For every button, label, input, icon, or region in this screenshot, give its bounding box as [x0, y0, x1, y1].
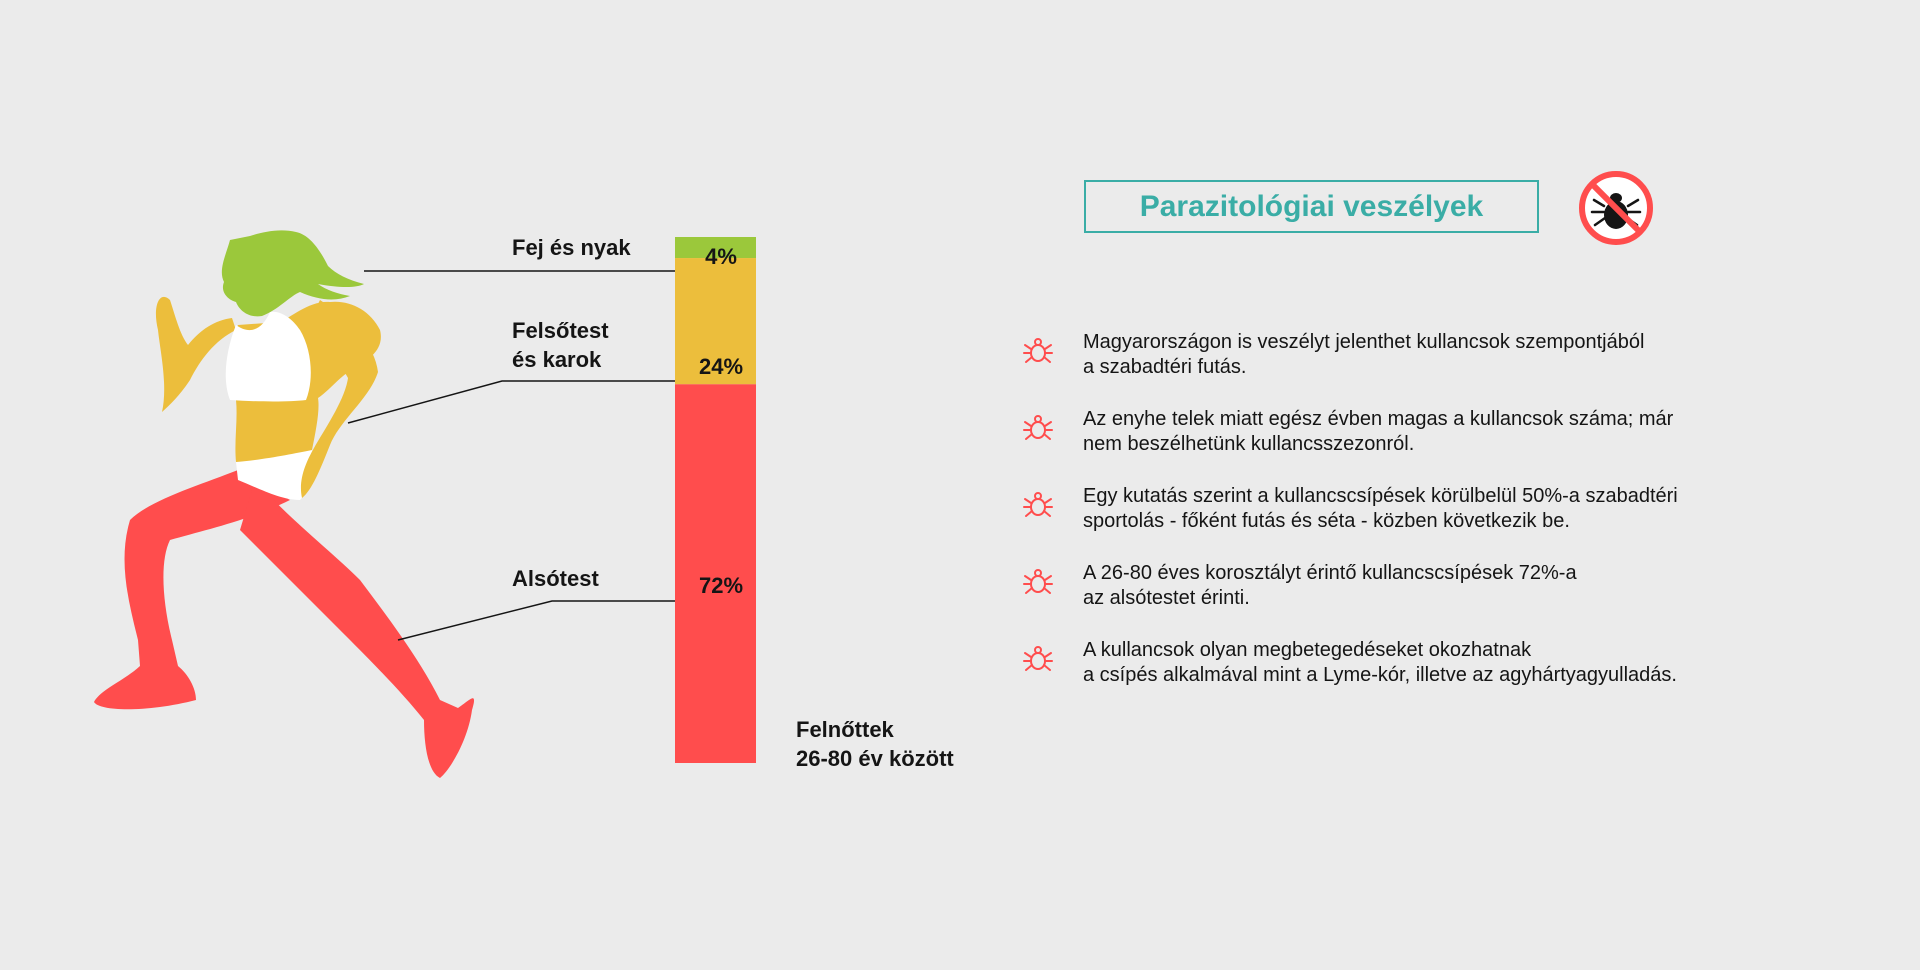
list-item: [1022, 330, 1842, 407]
runner-silhouette: [94, 230, 474, 778]
list-item: [1022, 484, 1842, 561]
bullet-text: Magyarországon is veszélyt jelenthet kullancsok szempontjából a szabadtéri futás.: [1083, 331, 1645, 378]
data-label-lower: 72%: [698, 573, 744, 598]
tick-icon: [1022, 334, 1054, 366]
panel-title-box: [1084, 180, 1539, 233]
segment-label-lower: Alsótest: [512, 566, 599, 591]
bullet-text: Egy kutatás szerint a kullancscsípések körülbelül 50%-a szabadtéri sportolás - főként futás és séta - közben következik be.: [1083, 485, 1678, 532]
category-label: Felnőttek 26-80 év között: [796, 717, 954, 771]
tick-icon: [1022, 642, 1054, 674]
tick-icon: [1022, 488, 1054, 520]
data-label-upper: 24%: [698, 354, 744, 379]
bullet-list: [1022, 330, 1842, 715]
list-item: [1022, 561, 1842, 638]
panel-title: Parazitológiai veszélyek: [1139, 189, 1484, 223]
bullet-text: A 26-80 éves korosztályt érintő kullancscsípések 72%-a az alsótestet érinti.: [1083, 562, 1577, 609]
list-item: [1022, 407, 1842, 484]
list-item: [1022, 638, 1842, 715]
bullet-text: A kullancsok olyan megbetegedéseket okozhatnak a csípés alkalmával mint a Lyme-kór, illetve az agyhártyagyulladás.: [1083, 639, 1677, 686]
segment-label-head: Fej és nyak: [512, 235, 631, 260]
bullet-text: Az enyhe telek miatt egész évben magas a kullancsok száma; már nem beszélhetünk kullancsszezonról.: [1083, 408, 1674, 455]
segment-label-upper: Felsőtest és karok: [512, 318, 609, 372]
no-tick-icon: [1578, 170, 1654, 246]
data-label-head: 4%: [705, 244, 737, 269]
tick-icon: [1022, 411, 1054, 443]
runner-back-arm: [156, 297, 236, 412]
tick-icon: [1022, 565, 1054, 597]
stacked-bar: [675, 237, 756, 763]
